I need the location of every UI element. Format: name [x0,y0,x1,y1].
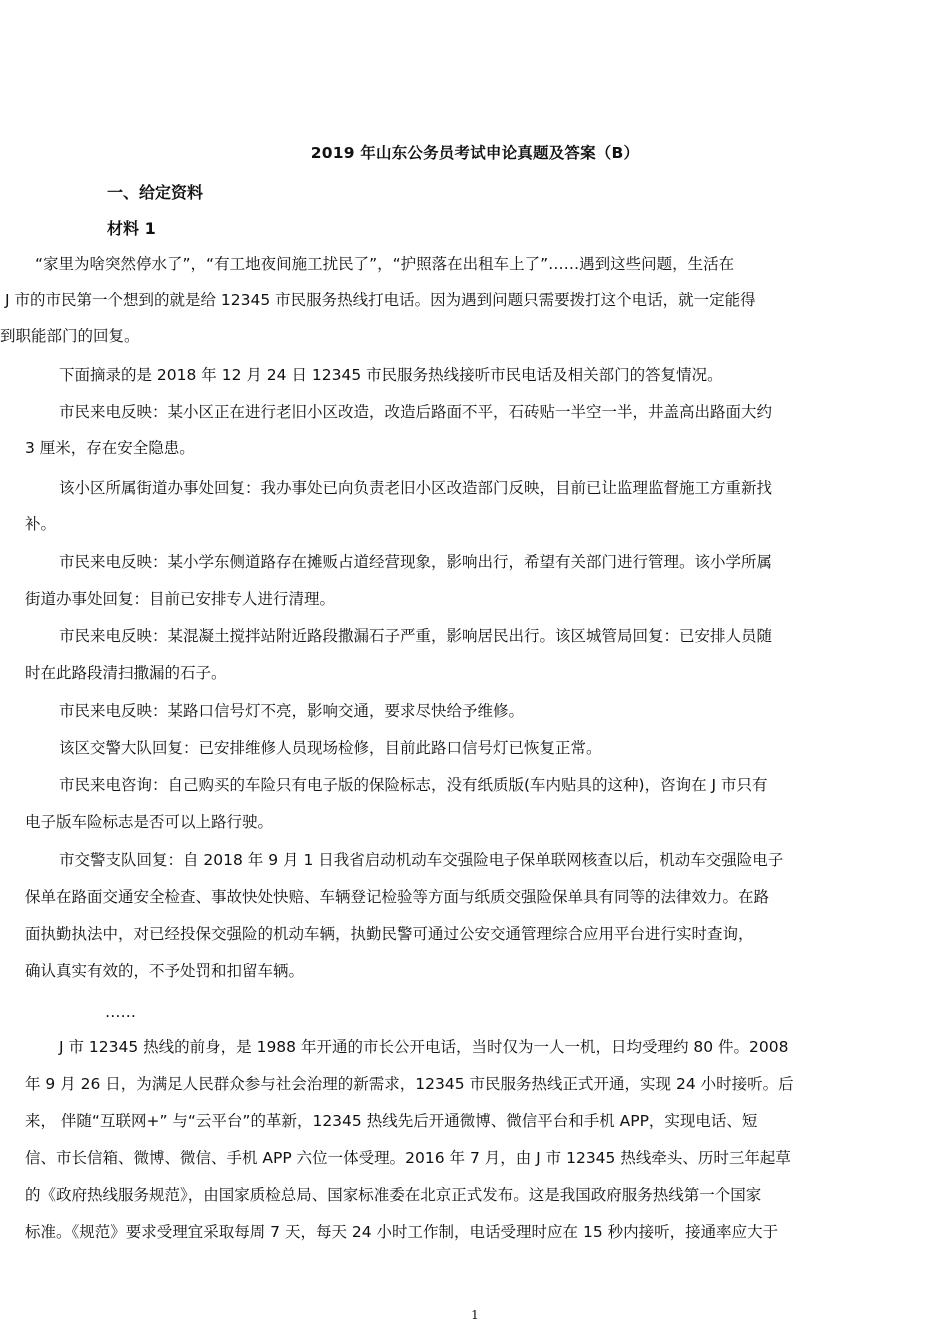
text-line: 时在此路段清扫撒漏的石子。 [25,664,227,682]
text-line: 的《政府热线服务规范》，由国家质检总局、国家标准委在北京正式发布。这是我国政府服务热线第一个国家 [25,1186,762,1204]
text-line: 3 厘米，存在安全隐患。 [25,439,195,457]
text-line: J 市 12345 热线的前身，是 1988 年开通的市长公开电话，当时仅为一人一机，日均受理约 80 件。2008 [59,1038,789,1056]
text-line: 市民来电反映：某混凝土搅拌站附近路段撒漏石子严重，影响居民出行。该区城管局回复：已安排人员随 [59,627,773,645]
text-line: “家里为啥突然停水了”，“有工地夜间施工扰民了”，“护照落在出租车上了”……遇到这些问题，生活在 [35,255,735,273]
text-line: 市民来电反映：某小区正在进行老旧小区改造，改造后路面不平，石砖贴一半空一半，井盖高出路面大约 [59,403,773,421]
text-line: 来， 伴随“互联网+” 与“云平台”的革新，12345 热线先后开通微博、微信平台和手机 APP，实现电话、短 [25,1112,758,1130]
text-line: 确认真实有效的，不予处罚和扣留车辆。 [25,962,305,980]
text-line: 下面摘录的是 2018 年 12 月 24 日 12345 市民服务热线接听市民电话及相关部门的答复情况。 [59,366,723,384]
text-line: 保单在路面交通安全检查、事故快处快赔、车辆登记检验等方面与纸质交强险保单具有同等的法律效力。在路 [25,888,770,906]
text-line: 电子版车险标志是否可以上路行驶。 [25,813,274,831]
section-heading: 一、给定资料 [107,183,204,202]
text-line: 市民来电反映：某小学东侧道路存在摊贩占道经营现象，影响出行，希望有关部门进行管理。该小学所属 [59,553,773,571]
text-line: 市民来电反映：某路口信号灯不亮，影响交通，要求尽快给予维修。 [59,702,525,720]
page-number: 1 [471,1308,479,1322]
text-line: 到职能部门的回复。 [0,327,140,345]
text-line: 街道办事处回复：目前已安排专人进行清理。 [25,590,336,608]
text-line: 市民来电咨询：自己购买的车险只有电子版的保险标志，没有纸质版(车内贴具的这种)，咨询在 J 市只有 [59,776,768,794]
material-heading: 材料 1 [107,219,156,238]
text-line: 标准。《规范》要求受理宜采取每周 7 天，每天 24 小时工作制，电话受理时应在 15 秒内接听，接通率应大于 [25,1223,779,1241]
text-line: J 市的市民第一个想到的就是给 12345 市民服务热线打电话。因为遇到问题只需要拨打这个电话，就一定能得 [5,291,756,309]
text-line: 市交警支队回复：自 2018 年 9 月 1 日我省启动机动车交强险电子保单联网核查以后，机动车交强险电子 [59,851,784,869]
text-line: 该小区所属街道办事处回复：我办事处已向负责老旧小区改造部门反映，目前已让监理监督施工方重新找 [59,479,773,497]
text-line: 信、市长信箱、微博、微信、手机 APP 六位一体受理。2016 年 7 月，由 J 市 12345 热线牵头、历时三年起草 [25,1149,791,1167]
document-title: 2019 年山东公务员考试申论真题及答案（B） [310,144,640,162]
text-line: 面执勤执法中，对已经投保交强险的机动车辆，执勤民警可通过公安交通管理综合应用平台进行实时查询， [25,925,754,943]
text-line: 补。 [25,515,57,533]
text-line: 年 9 月 26 日，为满足人民群众参与社会治理的新需求，12345 市民服务热线正式开通，实现 24 小时接听。后 [25,1075,794,1093]
text-line: 该区交警大队回复：已安排维修人员现场检修，目前此路口信号灯已恢复正常。 [59,739,602,757]
ellipsis-line: …… [105,1003,136,1021]
